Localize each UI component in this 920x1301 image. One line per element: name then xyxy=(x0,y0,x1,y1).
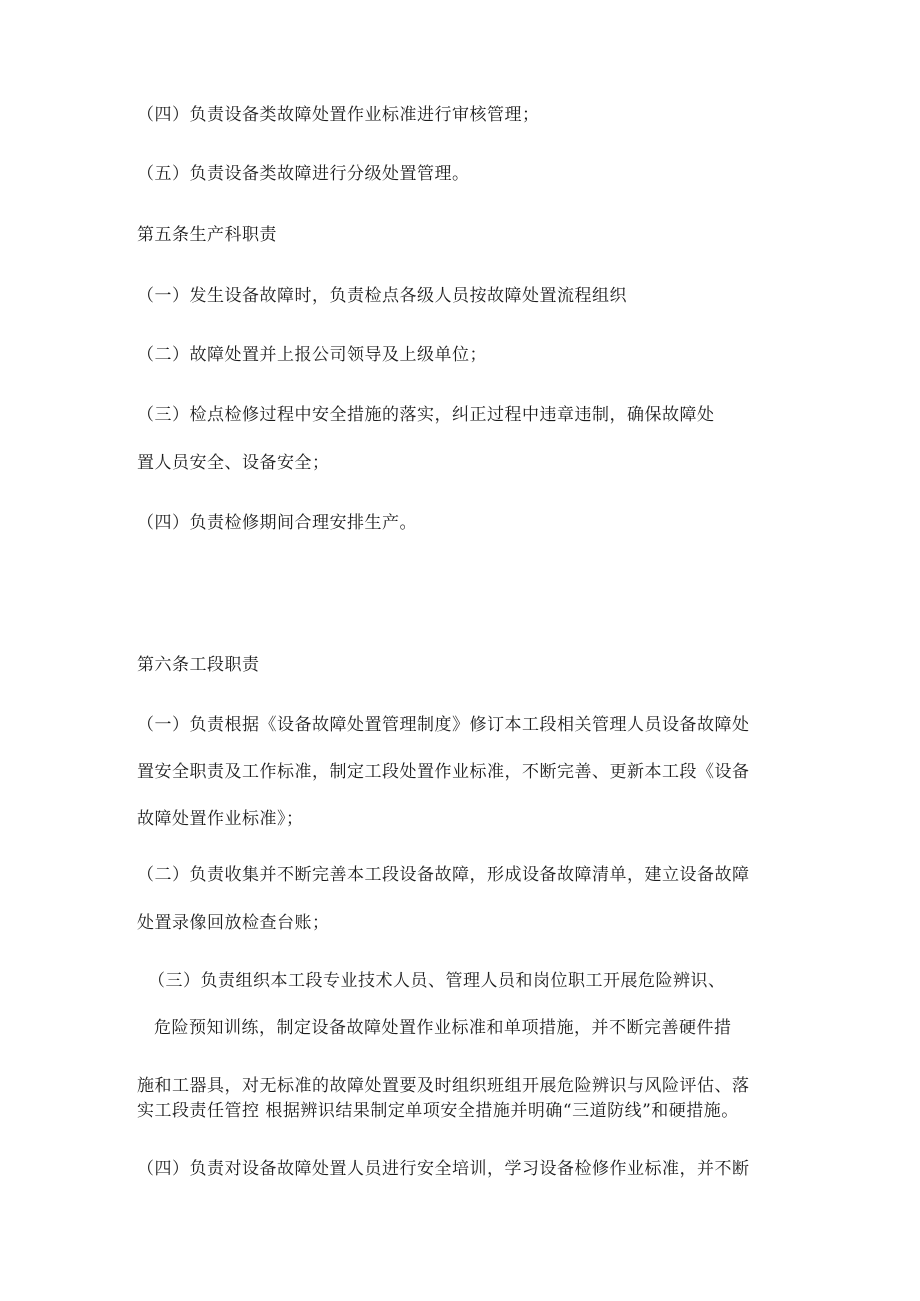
section-heading: 第五条生产科职责 xyxy=(137,225,277,245)
text-line: （四）负责检修期间合理安排生产。 xyxy=(137,513,417,533)
text-line: （三）负责组织本工段专业技术人员、管理人员和岗位职工开展危险辨识、 xyxy=(148,971,726,991)
section-heading: 第六条工段职责 xyxy=(137,655,260,675)
text-line: 故障处置作业标准》； xyxy=(137,809,304,829)
text-line: （二）故障处置并上报公司领导及上级单位； xyxy=(137,345,487,365)
text-line: （二）负责收集并不断完善本工段设备故障，形成设备故障清单，建立设备故障 xyxy=(137,865,750,885)
text-line: 危险预知训练，制定设备故障处置作业标准和单项措施，并不断完善硬件措 xyxy=(154,1018,732,1038)
text-line: 实工段责任管控 根据辨识结果制定单项安全措施并明确“三道防线”和硬措施。 xyxy=(137,1101,739,1121)
text-line: 处置录像回放检查台账； xyxy=(137,913,330,933)
text-line: （一）负责根据《设备故障处置管理制度》修订本工段相关管理人员设备故障处 xyxy=(137,715,750,735)
text-line: 施和工器具，对无标准的故障处置要及时组织班组开展危险辨识与风险评估、落 xyxy=(137,1076,750,1096)
text-line: （五）负责设备类故障进行分级处置管理。 xyxy=(137,164,470,184)
text-line: 置人员安全、设备安全； xyxy=(137,453,330,473)
text-line: （三）检点检修过程中安全措施的落实，纠正过程中违章违制，确保故障处 xyxy=(137,405,715,425)
text-line: （四）负责对设备故障处置人员进行安全培训，学习设备检修作业标准，并不断 xyxy=(137,1159,750,1179)
text-line: （四）负责设备类故障处置作业标准进行审核管理； xyxy=(137,105,540,125)
text-line: 置安全职责及工作标准，制定工段处置作业标准，不断完善、更新本工段《设备 xyxy=(137,762,750,782)
text-line: （一）发生设备故障时，负责检点各级人员按故障处置流程组织 xyxy=(137,286,627,306)
